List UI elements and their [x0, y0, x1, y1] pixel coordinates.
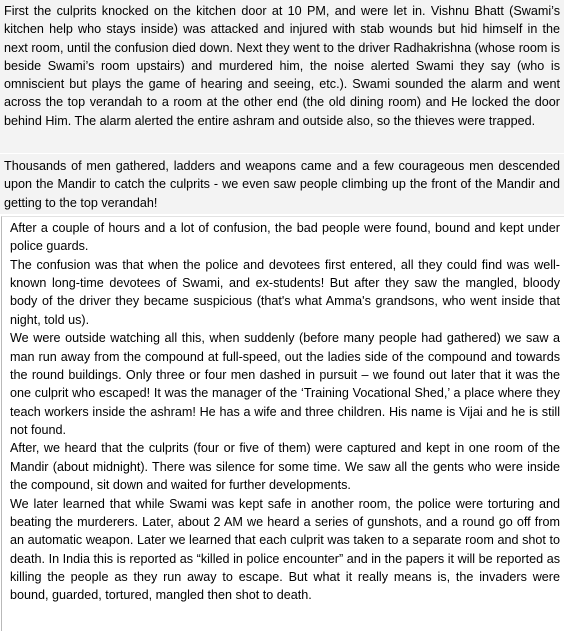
paragraph-6: After, we heard that the culprits (four or five of them) were captured and kept in one room of the Mandir (about midnight). There was silence for some time. We saw all the gents who were inside the compound, sit down and waited for further developments.: [10, 441, 560, 493]
paragraph-5: We were outside watching all this, when suddenly (before many people had gathered) we saw a man run away from the compound at full-speed, out the ladies side of the compound and towards the round buildings. Only three or four men dashed in pursuit – we found out later that it was the one culprit who escaped! It was the manager of the ‘Training Vocational Shed,’ a place where they teach workers inside the ashram! He has a wife and three children. His name is Vijai and he is still not found.: [10, 331, 560, 437]
paragraph-4: The confusion was that when the police and devotees first entered, all they could find was well-known long-time devotees of Swami, and ex-students! But after they saw the mangled, bloody body of the driver they became suspicious (that's what Amma's grandsons, who went inside that night, told us).: [10, 257, 560, 327]
paragraph-7: We later learned that while Swami was kept safe in another room, the police were torturing and beating the murderers. Later, about 2 AM we heard a series of gunshots, and a round go off from an automatic weapon. Later we learned that each culprit was taken to a separate room and shot to death. In India this is reported as “killed in police encounter” and in the papers it will be reported as killing the people as they run away to escape. But what it really means is, the invaders were bound, guarded, tortured, mangled then shot to death.: [10, 496, 560, 603]
paragraph-2: Thousands of men gathered, ladders and weapons came and a few courageous men descended upon the Mandir to catch the culprits - we even saw people climbing up the front of the Mandir and getting to the top verandah!: [4, 159, 560, 210]
text-block-3: [1, 216, 564, 631]
text-block-2: [0, 154, 564, 214]
paragraph-3: After a couple of hours and a lot of confusion, the bad people were found, bound and kept under police guards.: [10, 221, 560, 254]
paragraph-1: First the culprits knocked on the kitchen door at 10 PM, and were let in. Vishnu Bhatt (Swami’s kitchen help who stays inside) was attacked and injured with stab wounds but hid himself in the next room, until the confusion died down. Next they went to the driver Radhakrishna (whose room is beside Swami’s room upstairs) and murdered him, the noise alerted Swami they say (who is omniscient but plays the game of hearing and seeing, etc.). Swami sounded the alarm and went across the top verandah to a room at the other end (the old dining room) and He locked the door behind Him. The alarm alerted the entire ashram and outside also, so the thieves were trapped.: [4, 4, 560, 128]
text-block-1: [0, 0, 564, 153]
